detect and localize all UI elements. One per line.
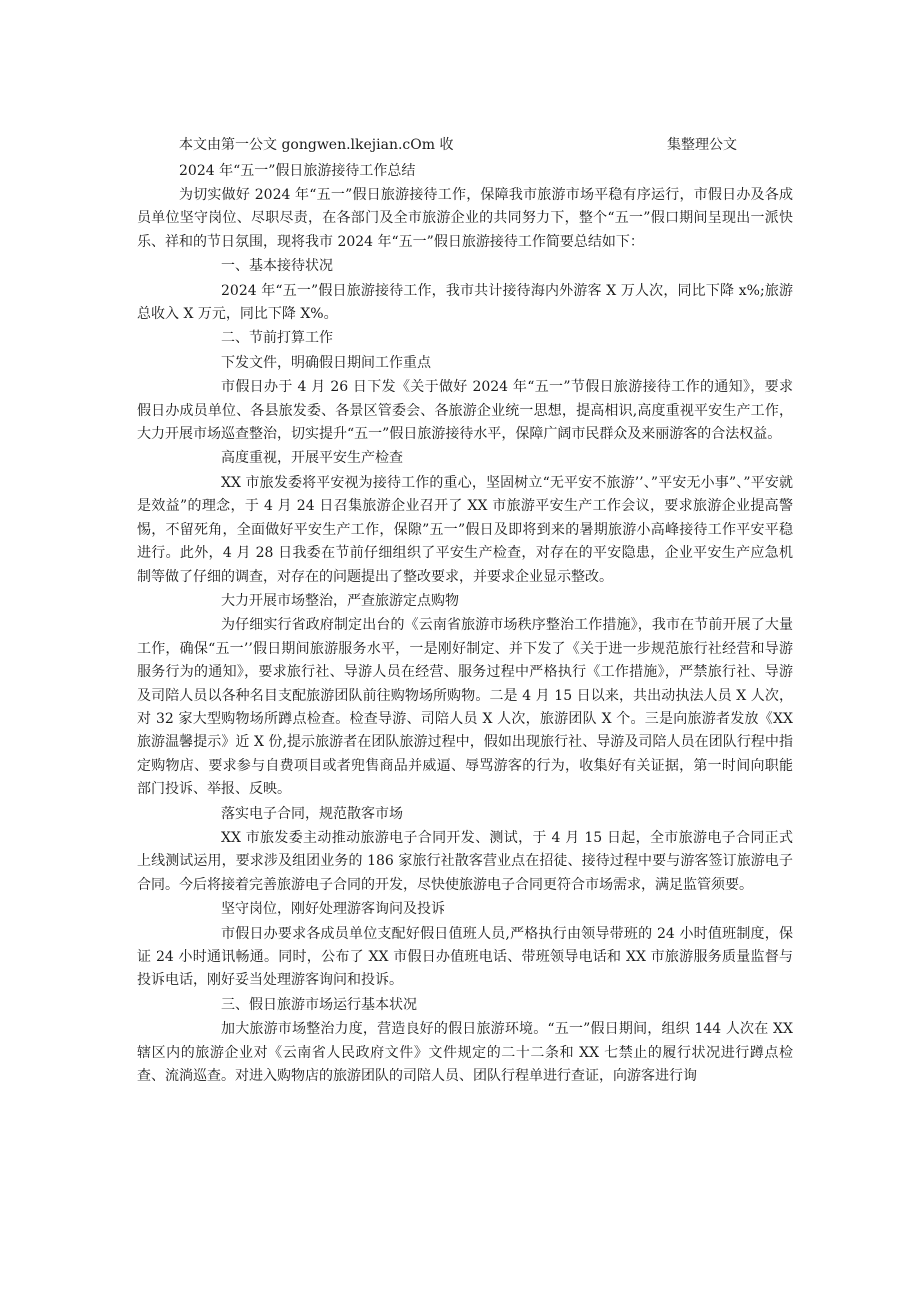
subheading-market-rectification: 大力开展市场整治，严查旅游定点购物	[221, 592, 459, 609]
paragraph-market-operation: 加大旅游市场整治力度，营造良好的假日旅游环境。“五一”假日期间，组织 144 人次在 XX 辖区内的旅游企业对《云南省人民政府文件》文件规定的二十二条和 XX 七禁止的履行状况进行蹲点检查、流淌巡查。对进入购物店的旅游团队的司陪人员、团队行程单进行查证，向游客进行询	[137, 1021, 793, 1085]
paragraph-electronic-contract: XX 市旅发委主动推动旅游电子合同开发、测试，于 4 月 15 日起，全市旅游电子合同正式上线测试运用，要求涉及组团业务的 186 家旅行社散客营业点在招徒、接待过程中要与游客签订旅游电子合同。今后将接着完善旅游电子合同的开发，尽快使旅游电子合同更符合市场需求，满足监管须要。	[137, 829, 793, 893]
section-heading-3: 三、假日旅游市场运行基本状况	[221, 996, 417, 1013]
paragraph-issue-documents: 市假日办于 4 月 26 日下发《关于做好 2024 年“五一”节假日旅游接待工作的通知》，要求假日办成员单位、各县旅发委、各景区管委会、各旅游企业统一思想，提高相识,高度重视平安生产工作，大力开展市场巡查整治，切实提升“五一”假日旅游接待水平，保障广阔市民群众及来丽游客的合法权益。	[137, 379, 793, 443]
intro-paragraph: 为切实做好 2024 年“五一”假日旅游接待工作，保障我市旅游市场平稳有序运行，市假日办及各成员单位坚守岗位、尽职尽责，在各部门及全市旅游企业的共同努力下，整个“五一”假口期间呈现出一派快乐、祥和的节日氛围，现将我市 2024 年“五一”假日旅游接待工作简要总结如下：	[137, 187, 793, 250]
source-header-right: 集整理公文	[667, 137, 737, 153]
section-heading-1: 一、基本接待状况	[221, 258, 333, 275]
subheading-complaints: 坚守岗位，刚好处理游客询问及投诉	[221, 901, 445, 918]
subheading-safety-inspection: 高度重视，开展平安生产检查	[221, 450, 403, 467]
paragraph-complaints: 市假日办要求各成员单位支配好假日值班人员,严格执行由领导带班的 24 小时值班制度，保证 24 小时通讯畅通。同时，公布了 XX 市假日办值班电话、带班领导电话和 XX 市旅游服务质量监督与投诉电话，刚好妥当处理游客询问和投诉。	[137, 925, 793, 989]
subheading-issue-documents: 下发文件，明确假日期间工作重点	[221, 354, 431, 371]
paragraph-reception-status: 2024 年“五一”假日旅游接待工作，我市共计接待海内外游客 X 万人次，同比下降 x%;旅游总收入 X 万元，同比下降 X%。	[137, 282, 793, 323]
subheading-electronic-contract: 落实电子合同，规范散客市场	[221, 805, 403, 822]
paragraph-market-rectification: 为仔细实行省政府制定出台的《云南省旅游市场秩序整治工作措施》，我市在节前开展了大量工作，确保“五一’’假日期间旅游服务水平，一是刚好制定、并下发了《关于进一步规范旅行社经营和导游服务行为的通知》，要求旅行社、导游人员在经营、服务过程中严格执行《工作措施》，严禁旅行社、导游及司陪人员以各种名目支配旅游团队前往购物场所购物。二是 4 月 15 日以来，共出动执法人员 X 人次，对 32 家大型购物场所蹲点检查。检查导游、司陪人员 X 人次，旅游团队 X 个。三是向旅游者发放《XX 旅游温馨提示》近 X 份,提示旅游者在团队旅游过程中，假如出现旅行社、导游及司陪人员在团队行程中指定购物店、要求参与自费项目或者兜售商品并威逼、辱骂游客的行为，收集好有关证据，第一时间向职能部门投诉、举报、反映。	[137, 617, 793, 798]
source-header	[137, 132, 793, 158]
source-header-left: 本文由第一公文 gongwen.lkejian.cOm 收	[179, 137, 454, 153]
paragraph-safety-inspection: XX 市旅发委将平安视为接待工作的重心，坚固树立“无平安不旅游’’、”平安无小事”、”平安就是效益”的理念，于 4 月 24 日召集旅游企业召开了 XX 市旅游平安生产工作会议，要求旅游企业提高警惕，不留死角，全面做好平安生产工作，保隙”五一”假日及即将到来的暑期旅游小高峰接待工作平安平稳进行。此外，4 月 28 日我委在节前仔细组织了平安生产检查，对存在的平安隐患，企业平安生产应急机制等做了仔细的调查，对存在的问题提出了整改要求，并要求企业显示整改。	[137, 474, 793, 585]
document-title: 2024 年“五一”假日旅游接待工作总结	[179, 163, 416, 179]
section-heading-2: 二、节前打算工作	[221, 330, 333, 347]
document-page	[137, 132, 793, 1089]
